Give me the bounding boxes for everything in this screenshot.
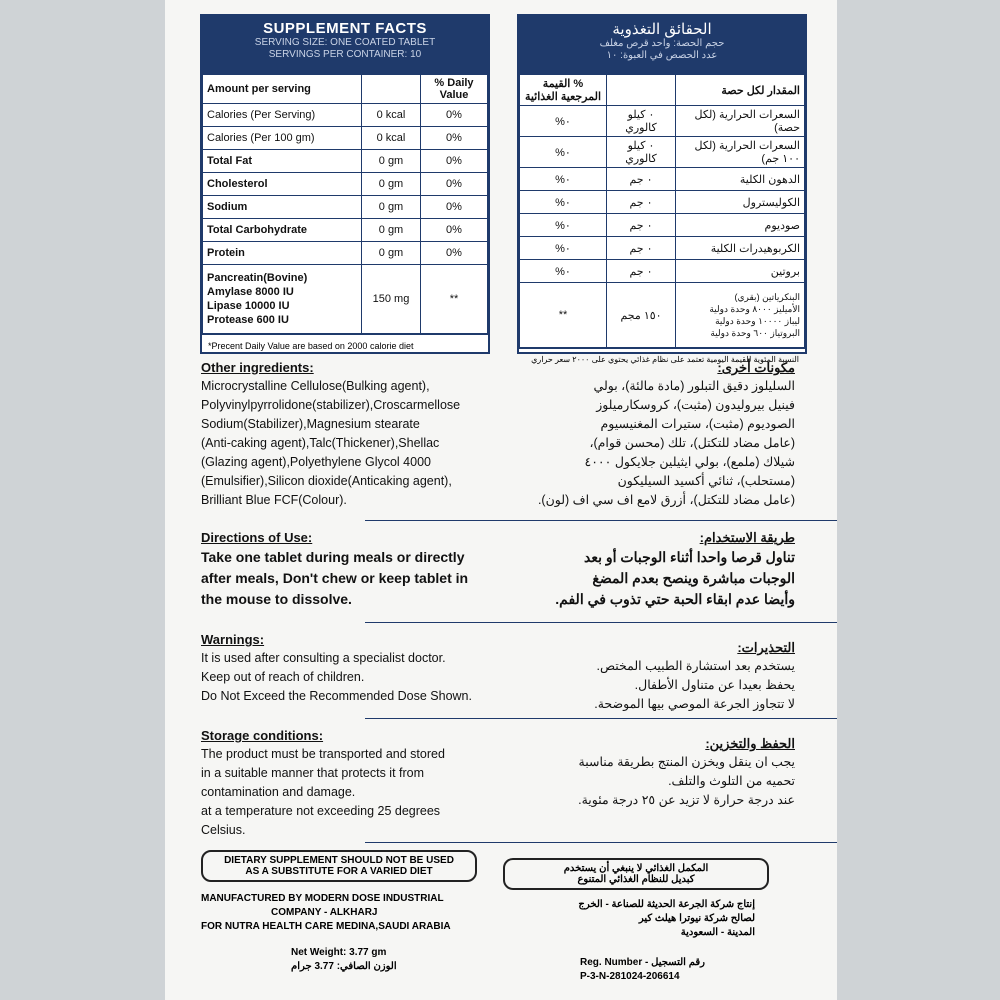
- other-ingredients-ar: مكونات أخرى: السليلوز دقيق التبلور (مادة مالئة)، بولي فينيل بيروليدون (مثبت)، كروسكارميلوز الصوديوم (مثبت)، ستيرات المغنيسيوم (عامل مضاد للتكتل)، تلك (محسن قوام)، شيلاك (ملمع)، بولي ايثيلين جلايكول ٤٠٠٠ (مستحلب)، ثنائي أكسيد السيليكون (عامل مضاد للتكتل)، أزرق لامع اف سي اف (لون).: [537, 360, 795, 507]
- arabic-facts-title: الحقائق التغذوية: [612, 21, 712, 38]
- dv-footnote: *Precent Daily Value are based on 2000 calorie diet: [202, 334, 488, 357]
- supplement-facts-header: [202, 16, 488, 74]
- storage-en: Storage conditions: The product must be transported and stored in a suitable manner that protects it from contamination and damage. at a temperature not exceeding 25 degrees Celsius.: [201, 728, 445, 837]
- table-row: الدهون الكلية ٠ جم ٠%: [520, 168, 805, 191]
- arabic-facts-panel: [517, 14, 807, 364]
- dietary-warning-ar: المكمل الغذائي لا ينبغي أن يستخدم كبديل للنظام الغذائي المتنوع: [503, 858, 769, 890]
- storage-ar: الحفظ والتخزين: يجب ان ينقل ويخزن المنتج بطريقة مناسبة تحميه من التلوث والتلف. عند درجة حرارة لا تزيد عن ٢٥ درجة مئوية.: [578, 736, 795, 807]
- arabic-facts-header: الحقائق التغذوية حجم الحصة: واحد قرص مغلف عدد الحصص في العبوة: ١٠: [519, 16, 805, 74]
- divider: [365, 622, 837, 623]
- table-row: Calories (Per 100 gm) 0 kcal 0%: [203, 127, 488, 150]
- label-page: [165, 0, 837, 1000]
- manufacturer-ar: إنتاج شركة الجرعة الحديثة للصناعة - الخرج لصالح شركة نيوترا هيلث كير المدينة - السعودية: [578, 899, 755, 938]
- divider: [365, 520, 837, 521]
- table-row: بروتين ٠ جم ٠%: [520, 260, 805, 283]
- directions-ar: طريقة الاستخدام: تناول قرصا واحدا أثناء الوجبات أو بعد الوجبات مباشرة وينصح بعدم المضغ وأيضا عدم ابقاء الحبة حتي تذوب في الفم.: [555, 530, 795, 607]
- col-header-dv: % Daily Value: [421, 75, 488, 104]
- net-weight: Net Weight: 3.77 gm الوزن الصافي: 3.77 جرام: [291, 947, 397, 972]
- table-row: Sodium 0 gm 0%: [203, 196, 488, 219]
- divider: [365, 842, 837, 843]
- supplement-facts-title: SUPPLEMENT FACTS: [263, 20, 427, 37]
- arabic-dv-footnote: النسبة المئوية للقيمة اليومية تعتمد على نظام غذائي يحتوي على ٢٠٠٠ سعر حراري: [519, 348, 805, 370]
- directions-en: Directions of Use: Take one tablet during meals or directly after meals, Don't chew or keep tablet in the mouse to dissolve.: [201, 530, 469, 607]
- table-row: Protein 0 gm 0%: [203, 242, 488, 265]
- table-row-pancreatin: البنكرياتين (بقري) الأميليز ٨٠٠٠ وحدة دولية ليباز ١٠٠٠٠ وحدة دولية البروتياز ٦٠٠ وحدة دولية ١٥٠ مجم **: [520, 283, 805, 348]
- table-row: صوديوم ٠ جم ٠%: [520, 214, 805, 237]
- warnings-en: Warnings: It is used after consulting a specialist doctor. Keep out of reach of children. Do Not Exceed the Recommended Dose Shown.: [201, 632, 472, 703]
- table-row: Cholesterol 0 gm 0%: [203, 173, 488, 196]
- table-row: السعرات الحرارية (لكل حصة) ٠ كيلو كالوري ٠%: [520, 106, 805, 137]
- divider: [365, 718, 837, 719]
- table-row: Calories (Per Serving) 0 kcal 0%: [203, 104, 488, 127]
- supplement-facts-panel: [200, 14, 490, 354]
- dietary-warning-en: DIETARY SUPPLEMENT SHOULD NOT BE USED AS A SUBSTITUTE FOR A VARIED DIET: [201, 850, 477, 882]
- table-row-pancreatin: Pancreatin(Bovine) Amylase 8000 IU Lipase 10000 IU Protease 600 IU 150 mg **: [203, 265, 488, 334]
- table-row: السعرات الحرارية (لكل ١٠٠ جم) ٠ كيلو كالوري ٠%: [520, 137, 805, 168]
- manufacturer-en: MANUFACTURED BY MODERN DOSE INDUSTRIAL COMPANY - ALKHARJ FOR NUTRA HEALTH CARE MEDINA,SAUDI ARABIA: [201, 893, 451, 932]
- arabic-facts-table: المقدار لكل حصة % القيمة المرجعية الغذائية السعرات الحرارية (لكل حصة) ٠ كيلو كالوري ٠% السعرات الحرارية (لكل ١٠٠ جم) ٠ كيلو كالوري ٠% الدهون الكلية ٠ جم ٠% الكوليسترول ٠ جم ٠% صوديوم ٠ جم ٠% الكربوهيدرات الكلية ٠ جم ٠% بروتين ٠ جم ٠% البنكرياتين (بقري) الأميليز ٨٠٠٠ وحدة دولية ليباز ١٠٠٠٠ وحدة دولية البروتياز ٦٠٠ وحدة دولية ١٥٠ مجم **: [519, 74, 805, 348]
- servings-per-container: SERVINGS PER CONTAINER: 10: [268, 49, 422, 60]
- registration: Reg. Number - رقم التسجيل P-3-N-281024-206614: [580, 957, 705, 982]
- other-ingredients-en: Other ingredients: Microcrystalline Cellulose(Bulking agent), Polyvinylpyrrolidone(stabilizer),Croscarmellose Sodium(Stabilizer),Magnesium stearate (Anti-caking agent),Talc(Thickener),Shellac (Glazing agent),Polyethylene Glycol 4000 (Emulsifier),Silicon dioxide(Anticaking agent), Brilliant Blue FCF(Colour).: [201, 360, 461, 507]
- warnings-ar: التحذيرات: يستخدم بعد استشارة الطبيب المختص. يحفظ بعيدا عن متناول الأطفال. لا تتجاوز الجرعة الموصي بيها الموضحة.: [594, 640, 795, 711]
- table-row: Total Carbohydrate 0 gm 0%: [203, 219, 488, 242]
- table-row: الكوليسترول ٠ جم ٠%: [520, 191, 805, 214]
- table-row: الكربوهيدرات الكلية ٠ جم ٠%: [520, 237, 805, 260]
- table-row: Total Fat 0 gm 0%: [203, 150, 488, 173]
- serving-size: SERVING SIZE: ONE COATED TABLET: [254, 37, 436, 48]
- supplement-facts-table: [202, 74, 488, 334]
- col-header-amount: Amount per serving: [203, 75, 362, 104]
